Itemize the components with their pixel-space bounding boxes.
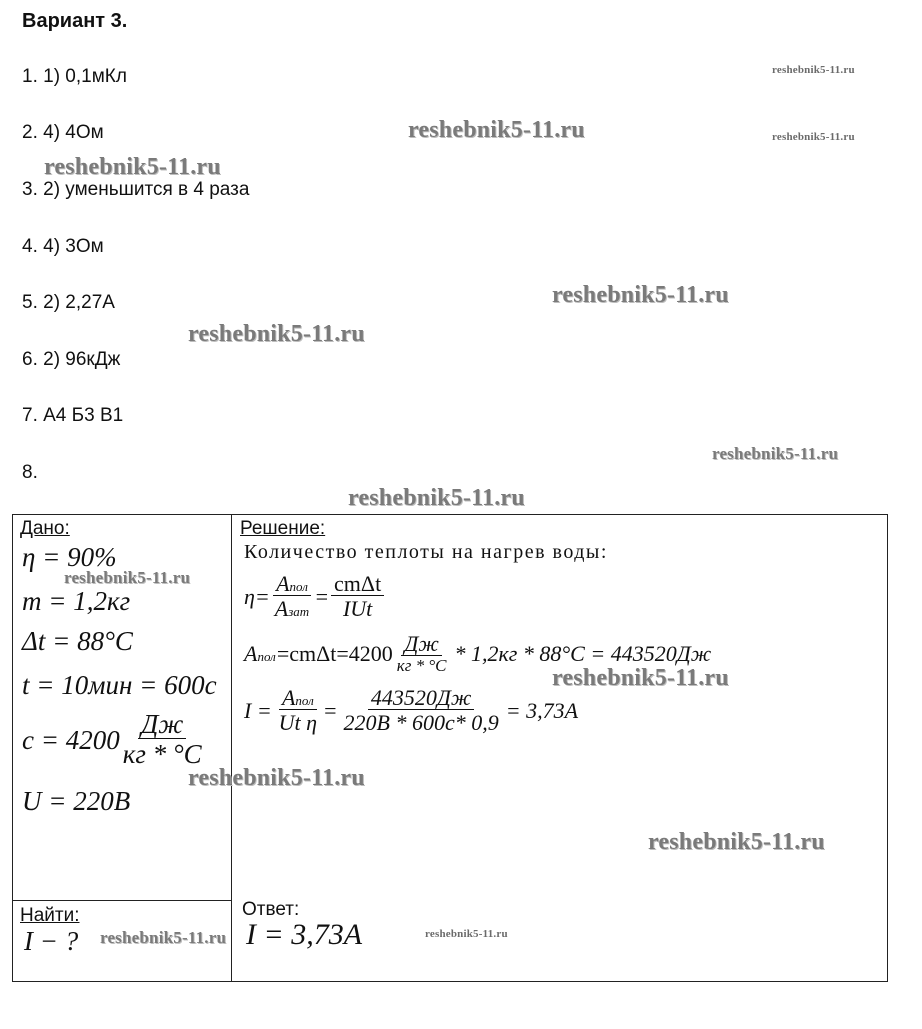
watermark: reshebnik5-11.ru	[552, 282, 729, 308]
page-title: Вариант 3.	[22, 10, 128, 32]
f3-result: = 3,73A	[505, 697, 579, 723]
f2-mid: =cmΔt=4200	[276, 640, 393, 666]
f3-fraction-1	[276, 686, 320, 735]
f3-equals: =	[324, 697, 337, 723]
f2-rest: * 1,2кг * 88°C = 443520Дж	[454, 640, 712, 666]
answer-line-7: 7. А4 Б3 В1	[22, 405, 124, 426]
given-mass: m = 1,2кг	[22, 586, 131, 616]
watermark: reshebnik5-11.ru	[100, 928, 227, 947]
watermark: reshebnik5-11.ru	[772, 64, 855, 76]
given-voltage: U = 220B	[22, 786, 131, 816]
answer-line-8: 8.	[22, 462, 38, 483]
f2-fraction	[394, 632, 450, 676]
formula-useful-work	[244, 632, 711, 676]
answer-line-6: 6. 2) 96кДж	[22, 349, 121, 370]
given-delta-t: Δt = 88°C	[22, 626, 133, 656]
table-divider-vertical	[231, 514, 232, 982]
watermark: reshebnik5-11.ru	[348, 485, 525, 511]
answer-line-3: 3. 2) уменьшится в 4 раза	[22, 179, 250, 200]
f1-num1: A	[276, 571, 290, 596]
solution-heading: Количество теплоты на нагрев воды:	[244, 541, 608, 563]
watermark: reshebnik5-11.ru	[188, 321, 365, 347]
f3-num1-sub: пол	[295, 693, 314, 708]
f1-fraction-1	[272, 572, 312, 621]
f1-den1-sub: зат	[288, 604, 310, 620]
answer-line-2: 2. 4) 4Ом	[22, 122, 104, 143]
f3-num1: A	[281, 685, 296, 710]
given-label: Дано:	[20, 518, 70, 539]
answer-line-4: 4. 4) 3Ом	[22, 236, 104, 257]
f1-den2: IUt	[342, 596, 373, 622]
answer-value: I = 3,73A	[246, 918, 363, 951]
f1-equals: =	[314, 583, 330, 609]
f1-eta: η=	[244, 583, 270, 609]
f1-den1: A	[274, 596, 289, 622]
f1-num2: cmΔt	[331, 572, 384, 596]
f2-numerator: Дж	[401, 632, 441, 656]
f2-denominator: кг * °C	[396, 656, 447, 676]
given-time: t = 10мин = 600с	[22, 670, 217, 700]
table-divider-horizontal	[12, 900, 232, 901]
formula-current	[244, 686, 578, 735]
watermark: reshebnik5-11.ru	[648, 829, 825, 855]
watermark: reshebnik5-11.ru	[188, 765, 365, 791]
answer-line-1: 1. 1) 0,1мКл	[22, 66, 127, 87]
f3-den2: 220B * 600с* 0,9	[343, 710, 499, 736]
f3-lhs: I =	[244, 697, 272, 723]
given-specific-heat	[22, 710, 205, 770]
watermark: reshebnik5-11.ru	[44, 154, 221, 180]
f1-fraction-2	[331, 572, 384, 621]
watermark: reshebnik5-11.ru	[425, 928, 508, 940]
answer-line-5: 5. 2) 2,27А	[22, 292, 115, 313]
solution-label: Решение:	[240, 518, 326, 539]
watermark: reshebnik5-11.ru	[552, 665, 729, 691]
watermark: reshebnik5-11.ru	[712, 444, 839, 463]
f3-fraction-2	[341, 686, 502, 735]
formula-efficiency	[244, 572, 384, 621]
watermark: reshebnik5-11.ru	[408, 117, 585, 143]
watermark: reshebnik5-11.ru	[772, 131, 855, 143]
watermark: reshebnik5-11.ru	[64, 568, 191, 587]
f1-num1-sub: пол	[289, 579, 308, 594]
given-c-fraction	[120, 710, 205, 770]
given-c-denominator: кг * °C	[122, 739, 202, 770]
given-c-lhs: c = 4200	[22, 724, 120, 755]
find-label: Найти:	[20, 905, 80, 926]
f3-den1: Ut η	[278, 710, 318, 736]
f2-lhs: A	[244, 640, 258, 666]
f2-lhs-sub: пол	[257, 648, 276, 664]
f3-num2: 443520Дж	[368, 686, 474, 710]
answer-label: Ответ:	[242, 899, 300, 920]
find-value: I − ?	[24, 926, 79, 956]
given-c-numerator: Дж	[138, 710, 186, 739]
given-eta: η = 90%	[22, 542, 117, 572]
